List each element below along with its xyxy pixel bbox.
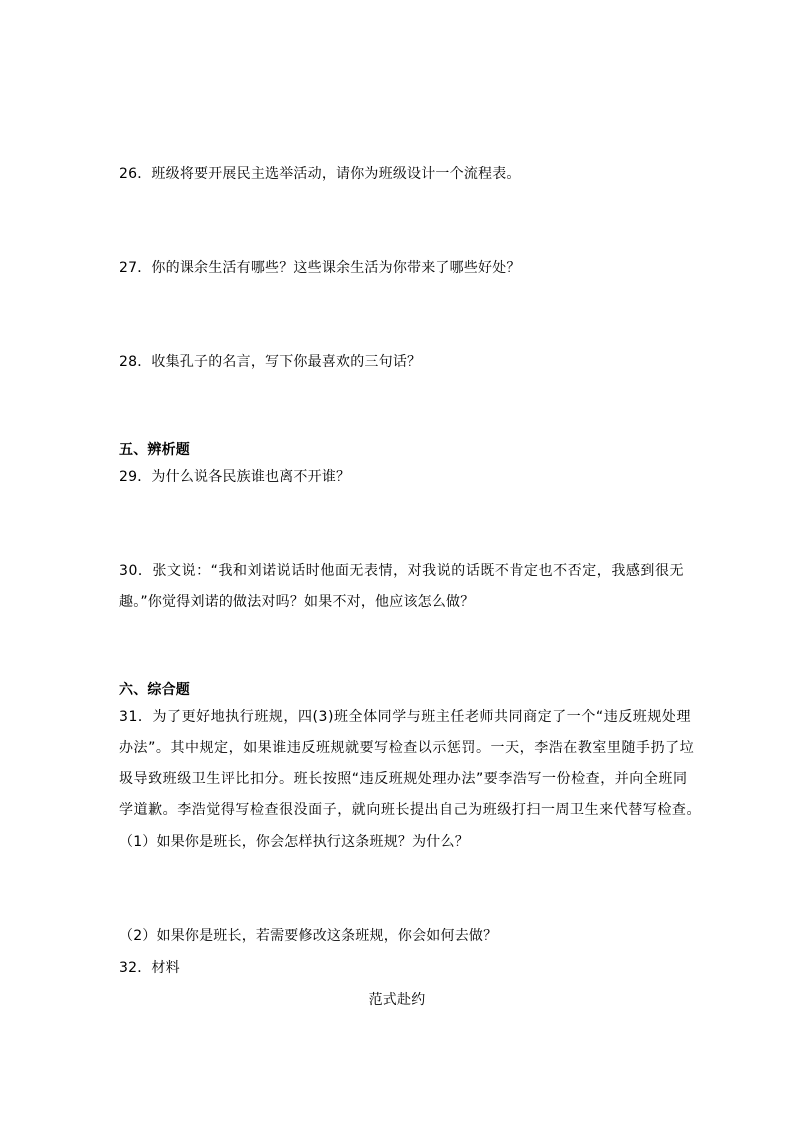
question-31-subquestion-1: （1）如果你是班长，你会怎样执行这条班规？为什么？ [119,834,469,850]
question-29: 29．为什么说各民族谁也离不开谁？ [119,469,351,485]
question-27: 27．你的课余生活有哪些？这些课余生活为你带来了哪些好处？ [119,260,521,276]
question-31-line-4: 学道歉。李浩觉得写检查很没面子，就向班长提出自己为班级打扫一周卫生来代替写检查。 [119,802,701,818]
section-6-heading: 六、综合题 [119,682,190,698]
question-31-subquestion-2: （2）如果你是班长，若需要修改这条班规，你会如何去做？ [119,928,498,944]
question-31-line-3: 圾导致班级卫生评比扣分。班长按照“违反班规处理办法”要李浩写一份检查，并向全班同 [119,771,688,787]
question-30-line-1: 30．张文说：“我和刘诺说话时他面无表情，对我说的话既不肯定也不否定，我感到很无 [119,563,685,579]
material-title: 范式赴约 [368,992,426,1008]
question-32: 32．材料 [119,960,180,976]
section-5-heading: 五、辨析题 [119,442,190,458]
question-30-line-2: 趣。”你觉得刘诺的做法对吗？如果不对，他应该怎么做？ [119,594,475,610]
question-31-line-2: 办法”。其中规定，如果谁违反班规就要写检查以示惩罚。一天，李浩在教室里随手扔了垃 [119,740,695,756]
question-26: 26．班级将要开展民主选举活动，请你为班级设计一个流程表。 [119,166,521,182]
question-31-line-1: 31．为了更好地执行班规，四(3)班全体同学与班主任老师共同商定了一个“违反班规处理 [119,709,691,725]
question-28: 28．收集孔子的名言，写下你最喜欢的三句话？ [119,354,422,370]
